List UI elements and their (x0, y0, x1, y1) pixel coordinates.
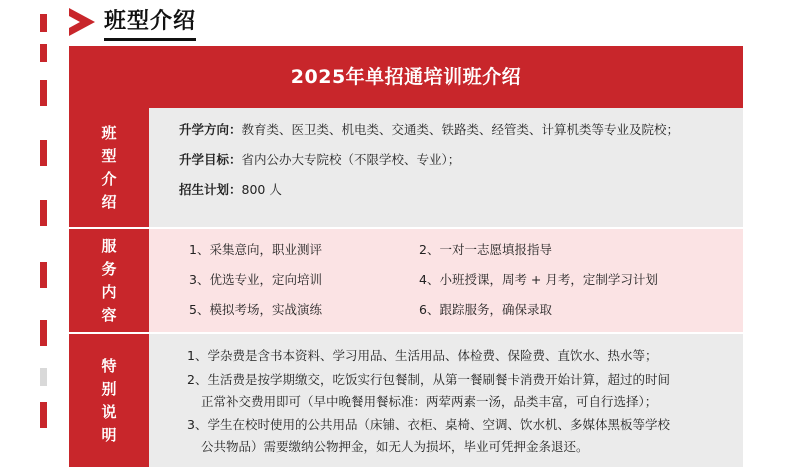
side-dash (40, 262, 47, 288)
row-label-text: 服务内容 (101, 236, 117, 324)
service-item: 3、优选专业，定向培训 (189, 272, 322, 287)
side-dash (40, 320, 47, 346)
note-line: 公共物品）需要缴纳公物押金，如无人为损坏，毕业可凭押金条退还。 (201, 439, 589, 454)
row-label-special-notes (69, 334, 149, 467)
plan-value: 800 人 (241, 182, 282, 197)
service-item: 2、一对一志愿填报指导 (419, 242, 552, 257)
row-special-notes (69, 332, 743, 467)
service-item: 5、模拟考场，实战演练 (189, 302, 322, 317)
side-dash (40, 200, 47, 226)
section-heading: 班型介绍 (104, 6, 196, 41)
note-line: 2、生活费是按学期缴交，吃饭实行包餐制，从第一餐刷餐卡消费开始计算，超过的时间 (187, 372, 670, 387)
target-line (179, 150, 460, 168)
row-content-special-notes (149, 334, 743, 467)
heading-arrow-icon-inner (69, 16, 80, 28)
direction-line (179, 120, 679, 138)
target-label: 升学目标： (179, 152, 242, 167)
table-title: 2025年单招通培训班介绍 (69, 46, 743, 108)
plan-line (179, 180, 282, 198)
note-line: 1、学杂费是含书本资料、学习用品、生活用品、体检费、保险费、直饮水、热水等； (187, 348, 658, 363)
row-label-text: 班型介绍 (101, 123, 117, 211)
row-services (69, 227, 743, 332)
direction-value: 教育类、医卫类、机电类、交通类、铁路类、经管类、计算机类等专业及院校； (241, 122, 680, 137)
course-intro-table (69, 46, 743, 465)
service-item: 1、采集意向，职业测评 (189, 242, 322, 257)
note-line: 正常补交费用即可（早中晚餐用餐标准：两荤两素一汤，品类丰富，可自行选择）； (201, 394, 658, 409)
row-class-intro (69, 108, 743, 227)
row-content-services (149, 229, 743, 332)
direction-label: 升学方向： (179, 122, 242, 137)
target-value: 省内公办大专院校（不限学校、专业）； (241, 152, 461, 167)
side-dash (40, 80, 47, 106)
row-label-services (69, 229, 149, 332)
service-item: 4、小班授课，周考 + 月考，定制学习计划 (419, 272, 658, 287)
row-label-text: 特别说明 (101, 356, 117, 444)
side-dash (40, 14, 47, 32)
service-item: 6、跟踪服务，确保录取 (419, 302, 552, 317)
row-content-class-intro (149, 108, 743, 227)
side-dash (40, 368, 47, 386)
side-dash (40, 402, 47, 428)
side-dash (40, 140, 47, 166)
side-dash (40, 44, 47, 62)
note-line: 3、学生在校时使用的公共用品（床铺、衣柜、桌椅、空调、饮水机、多媒体黑板等学校 (187, 417, 670, 432)
plan-label: 招生计划： (179, 182, 242, 197)
row-label-class-intro (69, 108, 149, 227)
decorative-side-dashes (40, 0, 48, 470)
